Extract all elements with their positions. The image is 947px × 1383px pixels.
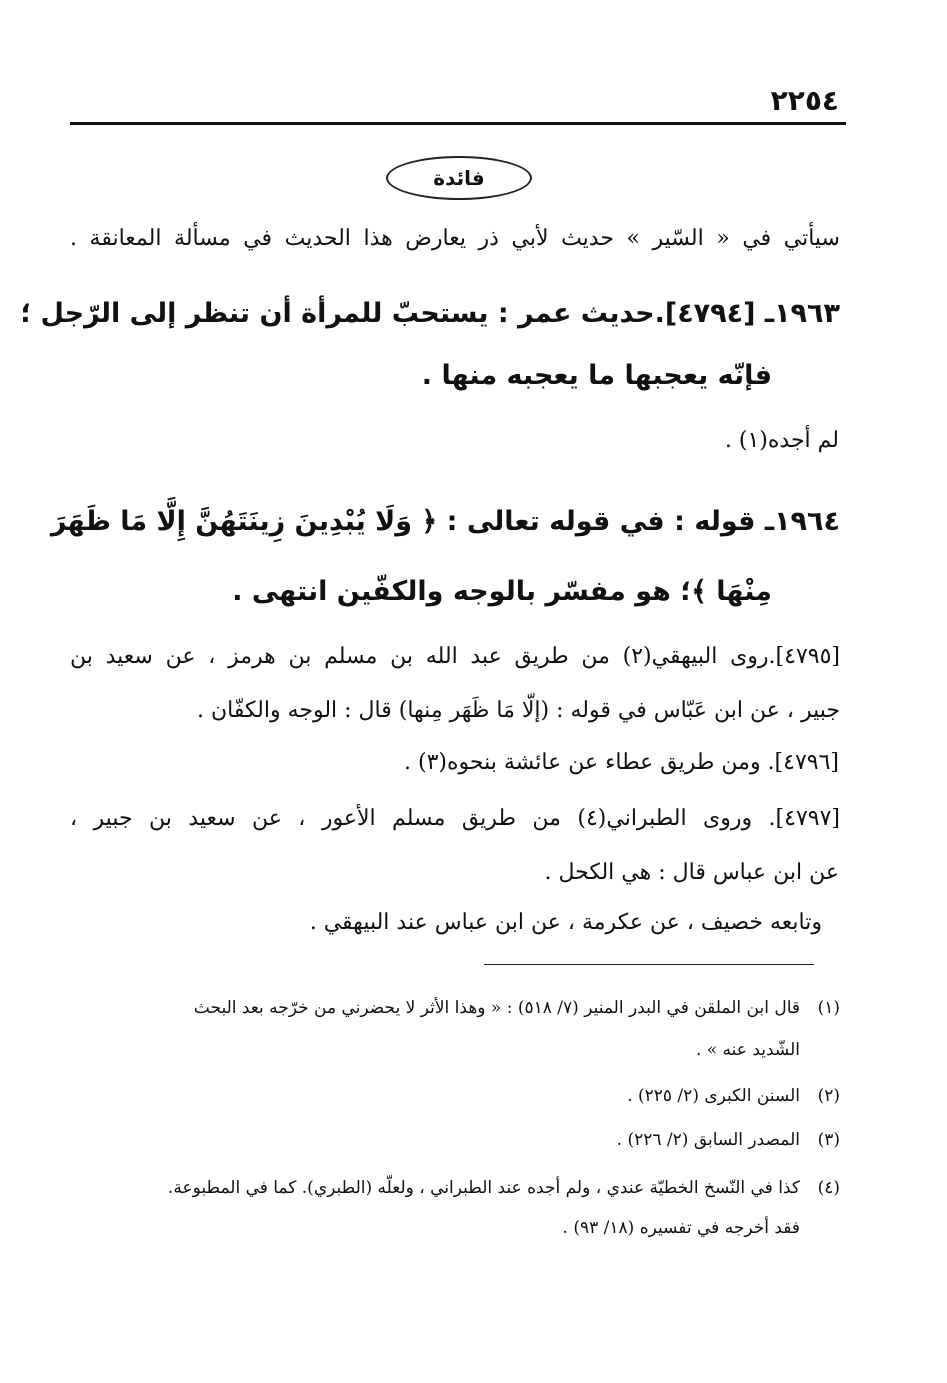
footnote-2 bbox=[70, 1086, 840, 1106]
body-line-6: وتابعه خصيف ، عن عكرمة ، عن ابن عباس عند البيهقي . bbox=[309, 910, 822, 935]
intro-line: سيأتي في « السّير » حديث لأبي ذر يعارض هذا الحديث في مسألة المعانقة . bbox=[70, 226, 840, 251]
footnote-number: (١) bbox=[817, 998, 840, 1018]
fawaid-badge: فائدة bbox=[386, 156, 532, 200]
footnote-text: السنن الكبرى (٢/ ٢٢٥) . bbox=[627, 1086, 800, 1106]
hadith-1964-line2: مِنْهَا ﴾؛ هو مفسّر بالوجه والكفّين انتهى . bbox=[232, 576, 772, 607]
body-line-2: جبير ، عن ابن عَبّاس في قوله : (إلّا مَا ظَهَر مِنها) قال : الوجه والكفّان . bbox=[197, 698, 840, 723]
footnote-number: (٢) bbox=[817, 1086, 840, 1106]
footnote-text-cont: الشّديد عنه » . bbox=[695, 1040, 800, 1060]
hadith-1963-line1: ١٩٦٣ـ [٤٧٩٤].حديث عمر : يستحبّ للمرأة أن تنظر إلى الرّجل ؛ bbox=[20, 298, 840, 329]
footnote-3 bbox=[70, 1130, 840, 1150]
body-line-5: عن ابن عباس قال : هي الكحل . bbox=[544, 860, 839, 885]
footnote-text-cont: فقد أخرجه في تفسيره (١٨/ ٩٣) . bbox=[562, 1218, 800, 1238]
hadith-1964-line1: ١٩٦٤ـ قوله : في قوله تعالى : ﴿ وَلَا يُبْدِينَ زِينَتَهُنَّ إِلَّا مَا ظَهَرَ bbox=[50, 506, 840, 537]
hadith-1963-line2: فإنّه يعجبها ما يعجبه منها . bbox=[421, 360, 772, 391]
footnote-text: قال ابن الملقن في البدر المنير (٧/ ٥١٨) : « وهذا الأثر لا يحضرني من خرّجه بعد البحث bbox=[193, 998, 800, 1018]
hadith-1963-note: لم أجده(١) . bbox=[724, 428, 839, 453]
footnote-text: كذا في النّسخ الخطيّة عندي ، ولم أجده عند الطبراني ، ولعلّه (الطبري). كما في المطبوعة. bbox=[167, 1178, 800, 1198]
body-line-1: [٤٧٩٥].روى البيهقي(٢) من طريق عبد الله بن مسلم بن هرمز ، عن سعيد بن bbox=[70, 644, 840, 669]
footnote-number: (٤) bbox=[817, 1178, 840, 1198]
header-rule bbox=[70, 122, 846, 125]
footnote-number: (٣) bbox=[817, 1130, 840, 1150]
footnote-rule bbox=[484, 964, 814, 965]
footnote-text: المصدر السابق (٢/ ٢٢٦) . bbox=[616, 1130, 800, 1150]
body-line-3: [٤٧٩٦]. ومن طريق عطاء عن عائشة بنحوه(٣) . bbox=[404, 750, 839, 775]
page-number: ٢٢٥٤ bbox=[770, 84, 839, 117]
body-line-4: [٤٧٩٧]. وروى الطبراني(٤) من طريق مسلم الأعور ، عن سعيد بن جبير ، bbox=[70, 806, 840, 831]
